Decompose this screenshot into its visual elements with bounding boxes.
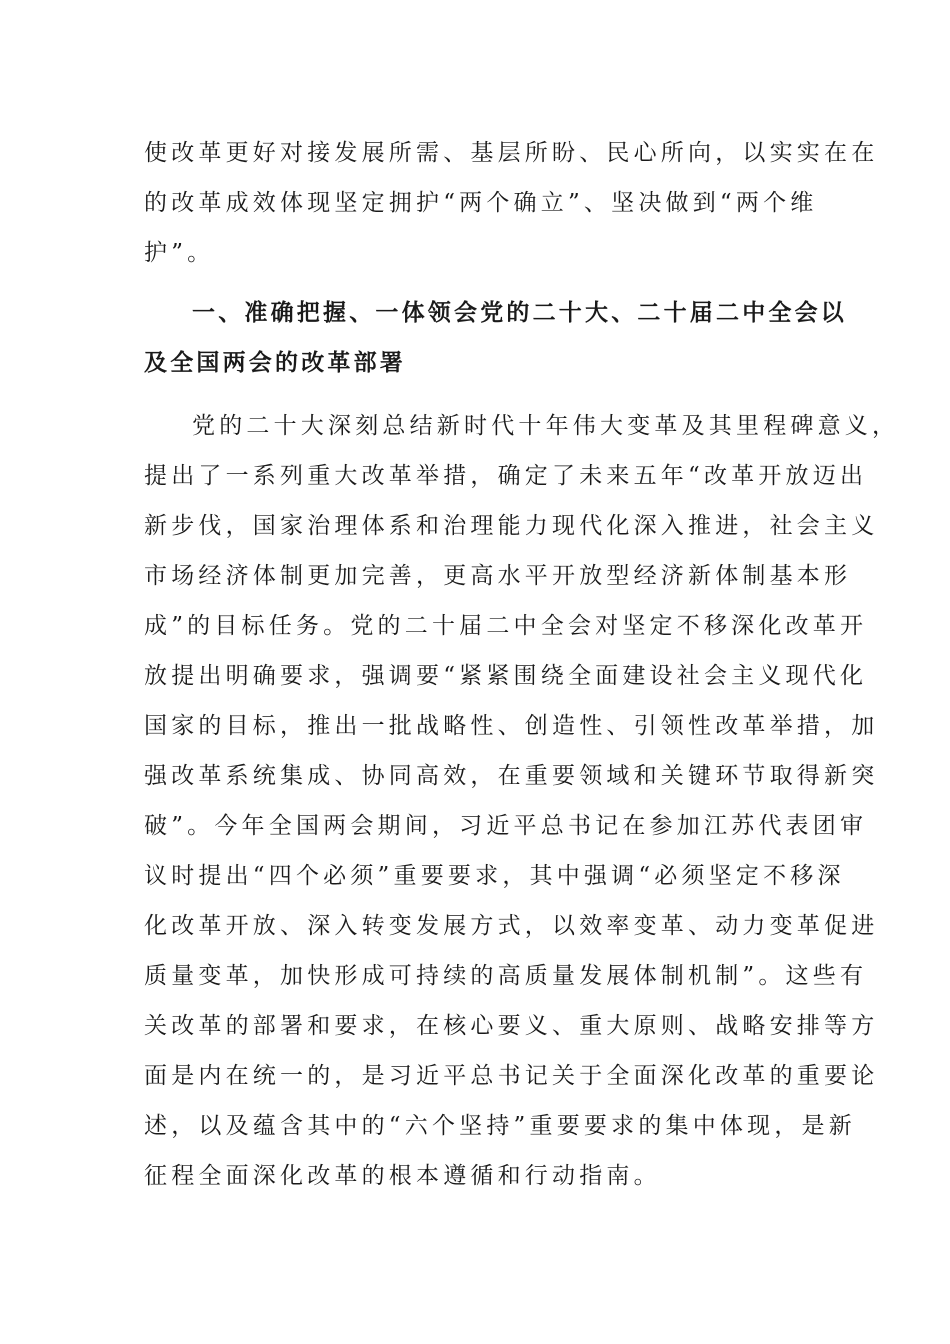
paragraph-line: 新步伐，国家治理体系和治理能力现代化深入推进，社会主义: [144, 513, 879, 539]
paragraph-line: 述，以及蕴含其中的“六个坚持”重要要求的集中体现，是新: [144, 1113, 856, 1139]
paragraph-line: 面是内在统一的，是习近平总书记关于全面深化改革的重要论: [144, 1063, 879, 1089]
paragraph-line: 提出了一系列重大改革举措，确定了未来五年“改革开放迈出: [144, 463, 868, 489]
paragraph-line: 市场经济体制更加完善，更高水平开放型经济新体制基本形: [144, 563, 852, 589]
paragraph-line: 破”。今年全国两会期间，习近平总书记在参加江苏代表团审: [144, 813, 868, 839]
paragraph-line: 国家的目标，推出一批战略性、创造性、引领性改革举措，加: [144, 713, 879, 739]
section-heading-line-1: 一、准确把握、一体领会党的二十大、二十届二中全会以: [192, 299, 847, 326]
paragraph-line: 护”。: [144, 240, 215, 266]
paragraph-line: 强改革系统集成、协同高效，在重要领域和关键环节取得新突: [144, 763, 879, 789]
paragraph-line: 党的二十大深刻总结新时代十年伟大变革及其里程碑意义，: [192, 413, 900, 439]
paragraph-line: 的改革成效体现坚定拥护“两个确立”、坚决做到“两个维: [144, 190, 818, 216]
paragraph-line: 议时提出“四个必须”重要要求，其中强调“必须坚定不移深: [144, 863, 845, 889]
paragraph-line: 使改革更好对接发展所需、基层所盼、民心所向，以实实在在: [144, 140, 879, 166]
section-heading-line-2: 及全国两会的改革部署: [144, 349, 406, 376]
paragraph-line: 质量变革，加快形成可持续的高质量发展体制机制”。这些有: [144, 963, 868, 989]
paragraph-line: 成”的目标任务。党的二十届二中全会对坚定不移深化改革开: [144, 613, 868, 639]
paragraph-line: 关改革的部署和要求，在核心要义、重大原则、战略安排等方: [144, 1013, 879, 1039]
paragraph-line: 放提出明确要求，强调要“紧紧围绕全面建设社会主义现代化: [144, 663, 868, 689]
paragraph-line: 化改革开放、深入转变发展方式，以效率变革、动力变革促进: [144, 913, 879, 939]
paragraph-line: 征程全面深化改革的根本遵循和行动指南。: [144, 1163, 661, 1189]
